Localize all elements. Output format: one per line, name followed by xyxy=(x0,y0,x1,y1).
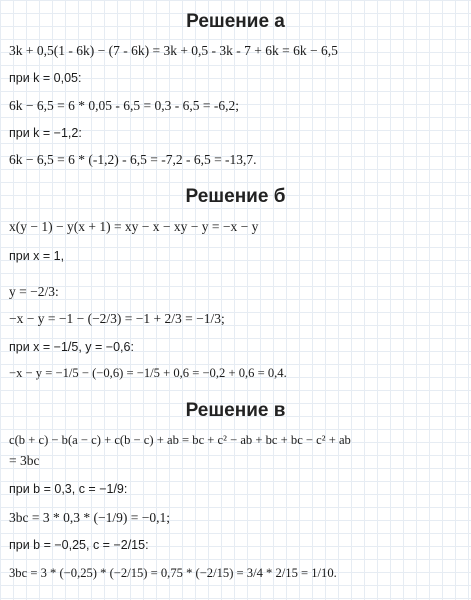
equation-line: 3bc = 3 * (−0,25) * (−2/15) = 0,75 * (−2/15) = 3/4 * 2/15 = 1/10. xyxy=(9,566,337,580)
equation-line: x(y − 1) − y(x + 1) = xy − x − xy − y = −x − y xyxy=(9,219,259,234)
condition-label: при b = −0,25, c = −2/15: xyxy=(9,538,149,552)
condition-label: при x = 1, xyxy=(9,249,65,263)
equation-line: −x − y = −1 − (−2/3) = −1 + 2/3 = −1/3; xyxy=(9,311,225,326)
equation-line: 6k − 6,5 = 6 * (-1,2) - 6,5 = -7,2 - 6,5 = -13,7. xyxy=(9,152,257,167)
section-title-a: Решение а xyxy=(186,11,285,32)
section-title-c: Решение в xyxy=(185,400,286,421)
equation-line: 6k − 6,5 = 6 * 0,05 - 6,5 = 0,3 - 6,5 = -6,2; xyxy=(9,98,239,113)
condition-label: при b = 0,3, c = −1/9: xyxy=(9,482,128,496)
equation-line: 3k + 0,5(1 - 6k) − (7 - 6k) = 3k + 0,5 - 3k - 7 + 6k = 6k − 6,5 xyxy=(9,43,338,58)
equation-line: 3bc = 3 * 0,3 * (−1/9) = −0,1; xyxy=(9,510,170,525)
equation-line: = 3bc xyxy=(9,453,40,468)
section-title-b: Решение б xyxy=(185,186,286,207)
equation-line: y = −2/3: xyxy=(9,284,59,299)
condition-label: при x = −1/5, y = −0,6: xyxy=(9,340,134,354)
equation-line: c(b + c) − b(a − c) + c(b − c) + ab = bc + c² − ab + bc + bc − c² + ab xyxy=(9,433,351,447)
equation-line: −x − y = −1/5 − (−0,6) = −1/5 + 0,6 = −0,2 + 0,6 = 0,4. xyxy=(9,366,287,380)
condition-label: при k = 0,05: xyxy=(9,71,82,85)
condition-label: при k = −1,2: xyxy=(9,126,82,140)
